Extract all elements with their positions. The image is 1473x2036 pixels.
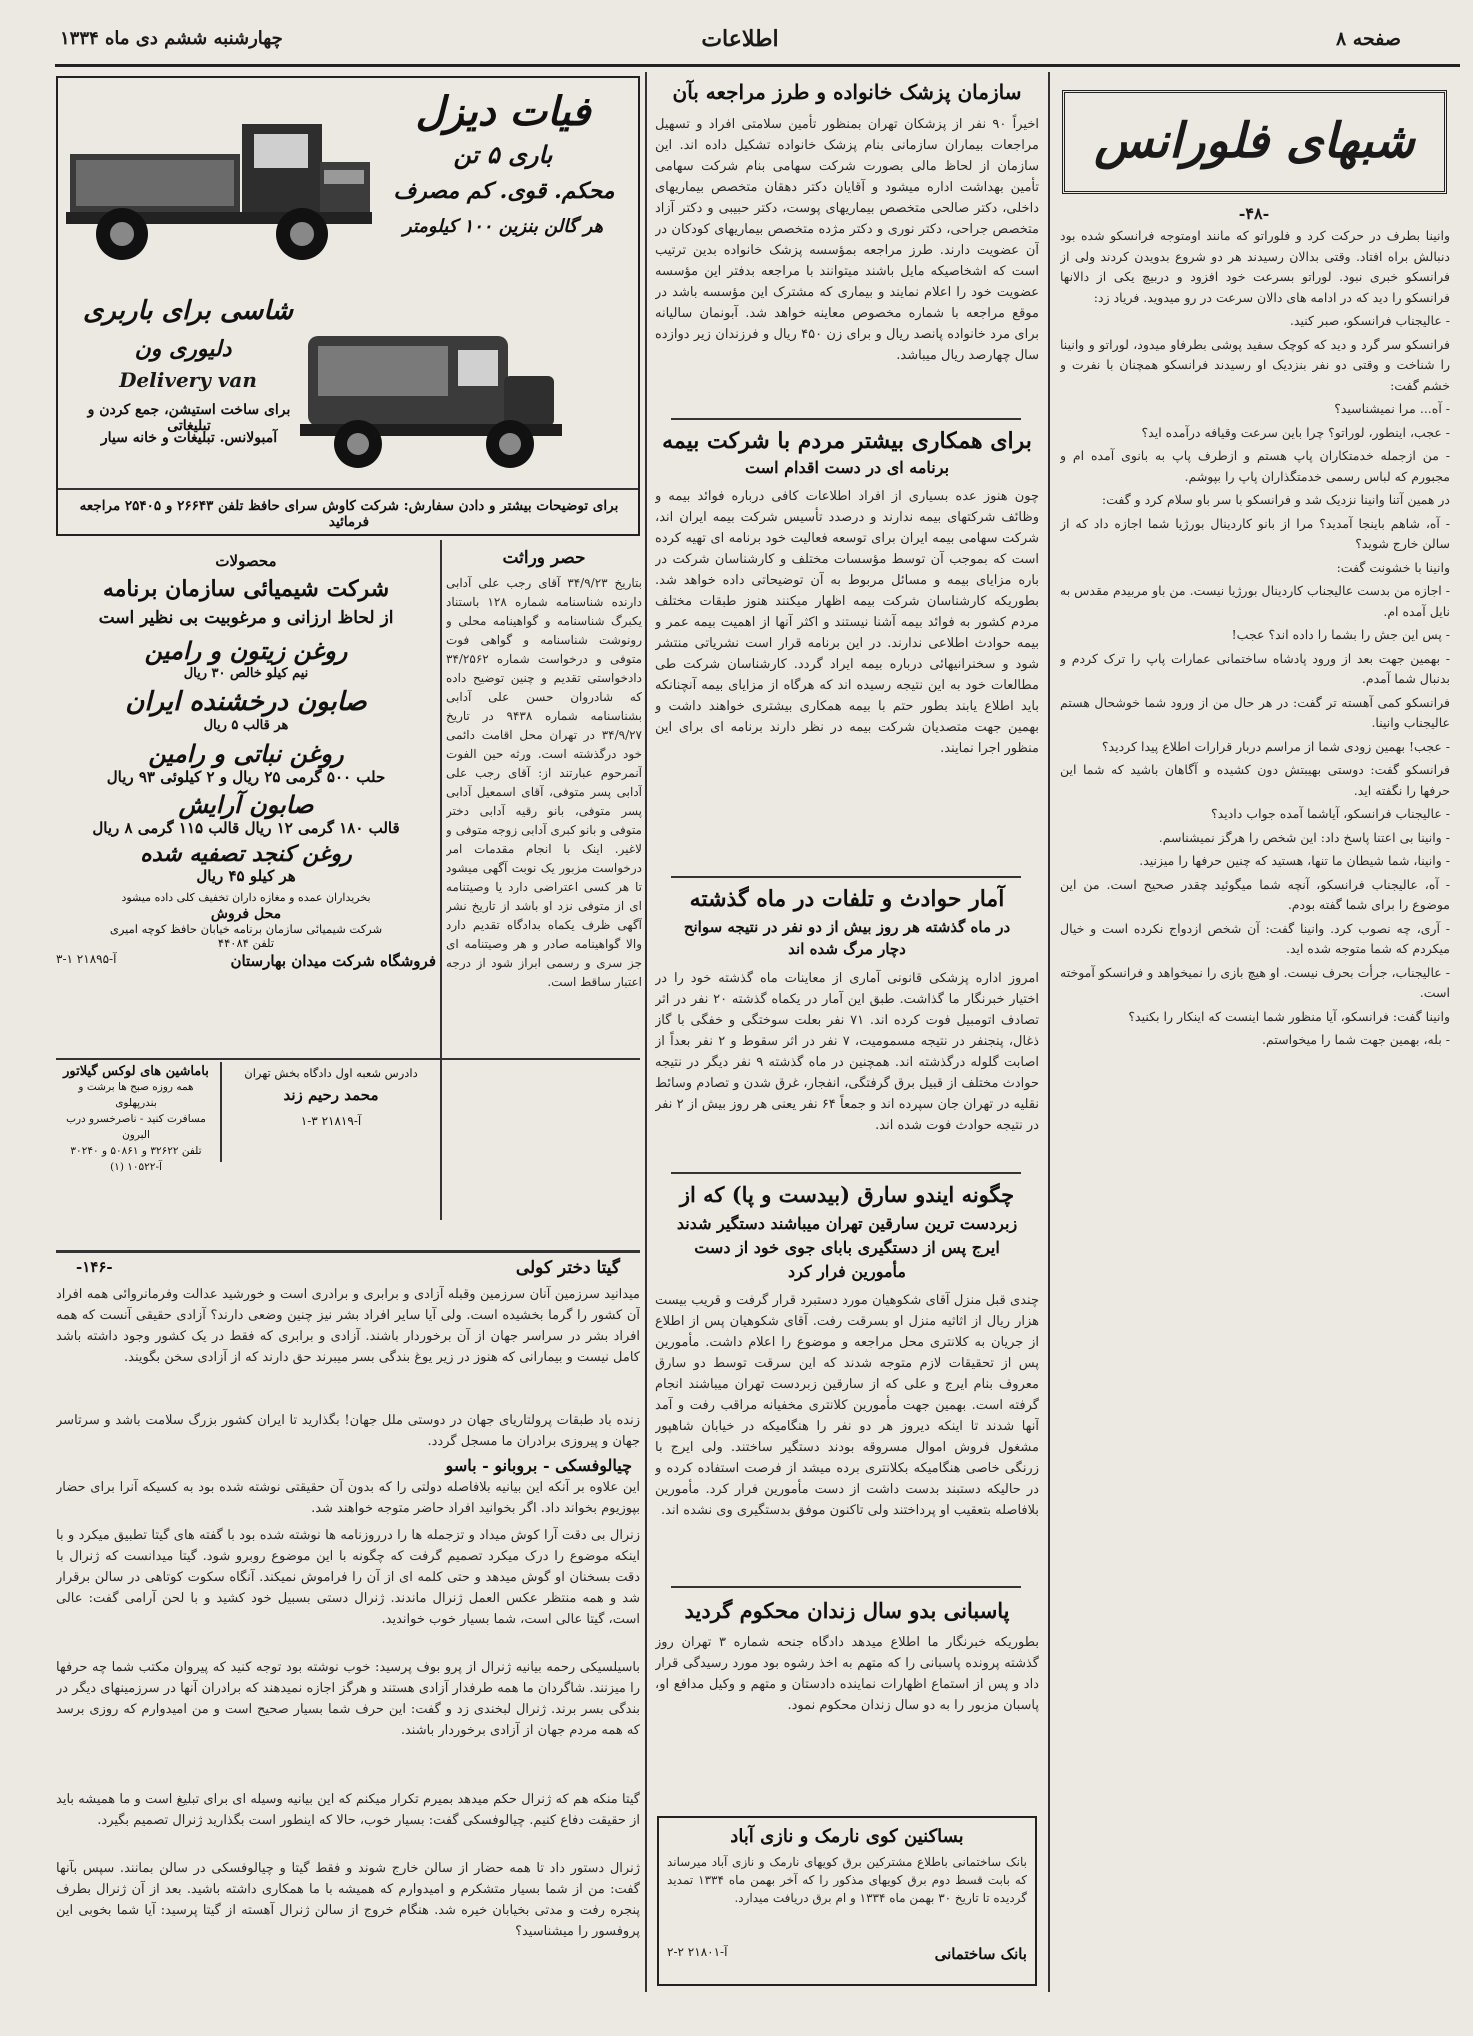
fiat-sites-2: آمبولانس. تبلیغات و خانه سیار [100,430,278,446]
chemical-tagline: از لحاظ ارزانی و مرغوبیت بی نظیر است [98,608,394,628]
thief-subhead-2: ایرج پس از دستگیری بابای جوی خود از دست [694,1238,1000,1257]
inheritance-body: بتاریخ ۳۴/۹/۲۳ آقای رجب علی آدابی دارنده شناسنامه شماره ۱۲۸ باستناد یکبرگ شناسنامه و گواهینامه محلی و رونوشت شناسنامه و گواهی فوت متوفی و درخواست شماره ۳۴/۲۵۶۲ دادخواستی تقدیم و چنین توضیح داده که شادروان حسن علی آدابی بشناسنامه شماره ۹۴۳۸ در تاریخ ۳۴/۹/۲۷ در تهران محل اقامت دائمی خود درگذشته است. ورثه حین الفوت آنمرحوم عبارتند از: آقای رجب علی آدابی پسر متوفی، آقای اسمعیل آدابی پسر متوفی، بانو رقیه آدابی دختر متوفی و بانو کبری آدابی زوجه متوفی و لاغیر. اینک با انجام مقدمات امر درخواست مزبور یک نوبت آگهی میشود تا هر کسی اعتراضی دارد یا وصیتنامه ای از متوفی نزد او باشد از تاریخ نشر آگهی ظرف یکماه بدادگاه تقدیم دارد والا گواهینامه صادر و هر وصیتنامه ای جز سری و رسمی ابراز شود از درجه اعتبار ساقط است. [446,576,642,989]
essay-paragraph-3: این علاوه بر آنکه این بیانیه بلافاصله دولتی را که بدون آن حقیقتی نوشته شده بود به کسیکه آنرا برای حضار بپوزیوم بخواند داد. اگر بخوانید افراد حاضر متوجه خواهند شد. [56,1480,640,1516]
lux-code: آ-۱۰۵۲۲ (۱) [110,1161,162,1173]
divider [671,1172,1021,1174]
inheritance-judge: دادرس شعبه اول دادگاه بخش تهران [244,1066,418,1080]
serial-paragraph: فرانسکو کمی آهسته تر گفت: در هر حال من از ورود شما خوشحال هستم عالیجناب وانینا. [1060,694,1450,730]
masthead-paper-name: اطلاعات [701,26,779,52]
guard-headline: پاسبانی بدو سال زندان محکوم گردید [684,1598,1010,1623]
serial-paragraph: - پس این جش را بشما را داده اند؟ عجب! [1231,627,1450,642]
fiat-load: باری ۵ تن [453,140,553,169]
chemical-sale-address: شرکت شیمیائی سازمان برنامه خیابان حافظ کوچه امیری [109,922,383,936]
chemical-company: شرکت شیمیائی سازمان برنامه [102,576,390,602]
column-rule [645,72,647,1992]
serial-title: شبهای فلورانس [1094,113,1415,169]
serial-paragraph: - عجب! بهمین زودی شما از مراسم دربار قرارات اطلاع پیدا کردید؟ [1101,738,1450,754]
fiat-sites-1: برای ساخت استیشن، جمع کردن و تبلیغاتی [87,402,291,434]
column-rule [440,540,442,1220]
lux-line-3: تلفن ۳۲۶۲۲ و ۵۰۸۶۱ و ۳۰۲۴۰ [70,1145,202,1157]
housing-signature: بانک ساختمانی [934,1945,1027,1963]
fiat-chassis: شاسی برای باربری [82,296,294,326]
serial-paragraph: - آری، چه نصوب کرد. وانینا گفت: آن شخص ازدواج نکرده است و خیال میکردم که شما متوجه شده اید. [1060,920,1450,956]
essay-paragraph-4: زنرال بی دقت آرا کوش میداد و تزجمله ها را درروزنامه ها نوشته شده بود با گفته های گیتا تطبیق میکرد و با اینکه موضوع را درک میکرد تصمیم گرفت که چگونه با این موضوع روبرو شود. گیتا میدانست که ژنرال با دقت بسخنان او گوش میدهد و حتی کلمه ای از آن را فراموش نمیکند. آنگاه سکوت کوتاهی در سالن برقرار شد و همه منتظر عکس العمل ژنرال ماندند. ژنرال دستی بسبیل خود کشید و با لحن آرامی گفت: عالی است، گیتا عالی است، شما بسیار خوب خواندید. [56,1528,640,1627]
divider [671,1586,1021,1588]
housing-headline: بساکنین کوی نارمک و نازی آباد [730,1826,964,1847]
inheritance-code: آ-۲۱۸۱۹ ۳-۱ [300,1114,362,1128]
serial-paragraph: - عالیجناب فرانسکو، آیاشما آمده جواب دادید؟ [1211,806,1450,821]
essay-number: -۱۴۶- [76,1258,113,1276]
accidents-subhead-1: در ماه گذشته هر روز بیش از دو نفر در نتیجه سوانح [683,918,1011,936]
accidents-subhead-2: دچار مرگ شده اند [788,940,906,958]
essay-paragraph-6: گیتا منکه هم که ژنرال حکم میدهد بمیرم تکرار میکنم که این بیانیه وسیله ای برای تبلیغ است و ما همیشه باید از حقیقت دفاع کنیم. چیالوفسکی گفت: بسیار خوب، حالا که اینطور است بگذارید ژنرال تصمیم بگیرد. [56,1792,640,1828]
date-line: چهارشنبه ششم دی ماه ۱۳۳۴ [60,28,283,49]
serial-paragraph: - آه... مرا نمیشناسید؟ [1334,401,1450,416]
divider [671,876,1021,878]
lux-car-ad [56,1064,216,1173]
inheritance-signature [226,1064,436,1164]
thief-subhead-3: مأمورین فرار کرد [788,1262,906,1281]
product-4-detail: قالب ۱۸۰ گرمی ۱۲ ریال قالب ۱۱۵ گرمی ۸ ریال [92,819,400,837]
serial-paragraph: وانینا با خشونت گفت: [1336,559,1450,575]
fiat-contact: برای توضیحات بیشتر و دادن سفارش: شرکت کاوش سرای حافظ تلفن ۲۶۶۴۳ و ۲۵۴۰۵ مراجعه فرمائید [79,498,619,530]
chemical-phone: تلفن ۴۴۰۸۴ [217,936,275,950]
essay-subhead: چیالوفسکی - بروبانو - باسو [445,1456,632,1475]
product-1-detail: نیم کیلو خالص ۳۰ ریال [183,666,309,681]
fiat-delivery-en: Delivery van [119,368,257,392]
housing-notice [657,1816,1037,1986]
serial-section [1054,76,1454,1996]
dump-truck-illustration [62,84,382,274]
product-2-detail: هر قالب ۵ ریال [203,718,289,733]
serial-number: -۴۸- [1238,204,1270,223]
divider [56,1058,640,1060]
thief-subhead-1: زبردست ترین سارقین تهران میباشند دستگیر شدند [676,1214,1018,1233]
product-4-name: صابون آرایش [178,790,314,819]
product-5-name: روغن کنجد تصفیه شده [140,841,352,867]
serial-paragraph: وانینا گفت: فرانسکو، آیا منظور شما اینست که اینکار را بکنید؟ [1128,1008,1450,1024]
lux-line-2: مسافرت کنید - ناصرخسرو درب البرون [66,1113,206,1141]
serial-paragraph: فرانسکو سر گرد و دید که کوچک سفید پوشی بطرفاو میدود، لوراتو و وانینا را شناخت و وقتی دو نفر بنزدیک او رسیدند فرانسکو همچنان با نفرت و خشم گفت: [1060,336,1450,393]
fiat-brand: فیات دیزل [415,88,591,135]
inheritance-judge-name: محمد رحیم زند [283,1086,379,1104]
fiat-slogan-2: هر گالن بنزین ۱۰۰ کیلومتر [402,216,604,237]
header-rule [55,64,1460,67]
insurance-headline: برای همکاری بیشتر مردم با شرکت بیمه [662,428,1032,454]
essay-paragraph-2: زنده باد طبقات پرولتاریای جهان در دوستی ملل جهان! بگذارید تا ایران کشور بزرگ سلامت باشد و سرتاسر جهان و پیروزی برادران ما مسجل گردد. [56,1413,640,1449]
fiat-slogan-1: محکم. قوی. کم مصرف [393,178,615,204]
chemical-code: آ-۲۱۸۹۵ ۱-۳ [56,952,117,966]
product-2-name: صابون درخشنده ایران [125,687,367,717]
serial-paragraph: فرانسکو گفت: دوستی بهیبتش دون کشیده و آگاهان باشید که شما این حرفها را نگفته اید. [1060,762,1450,798]
divider [58,488,638,490]
insurance-subhead: برنامه ای در دست اقدام است [744,458,950,477]
chemical-ad [56,548,436,1048]
essay-paragraph-7: ژنرال دستور داد تا همه حضار از سالن خارج شوند و فقط گیتا و چیالوفسکی در سالن بمانند. سپس بآنها گفت: من از شما بسیار متشکرم و امیدوارم که همیشه با ما همکاری داشته باشید. بعد از آن ژنرال بطرف پنجره رفت و مدتی بخیابان خیره شد. هنگام خروج از سالن ژنرال آهسته از گیتا پرسید: آیا شما بخوبی این پروفسور را میشناسید؟ [56,1861,640,1939]
doctor-headline: سازمان پزشک خانواده و طرز مراجعه بآن [672,80,1022,104]
serial-paragraph: - وانینا، شما شیطان ما تنها، هستید که چنین حرفها را میزنید. [1139,853,1450,868]
chemical-store: فروشگاه شرکت میدان بهارستان [230,952,436,970]
lux-title: باماشین های لوکس گیلاتور [63,1064,209,1079]
serial-paragraph: - آه، عالیجناب فرانسکو، آنچه شما میگوئید چقدر صحیح است. من این موضوع را برای شما گفته بودم. [1060,876,1450,912]
divider [56,1250,640,1253]
fiat-ad [56,76,640,536]
serial-paragraph: وانینا بطرف در حرکت کرد و فلوراتو که مانند اومتوجه فرانسکو شده بود دنبالش براه افتاد. وقتی بدالان رسیدند هر دو شروع بدویدن کردند ولی از فرانسکو خبری نبود. لوراتو بسرعت خود افزود و دربیچ یکی از دالانها فرانسکو را دید که در ادامه های دالان سرعت در رو میدوید. فریاد زد: [1060,228,1450,305]
serial-body [1060,226,1450,1996]
serial-paragraph: - بله، بهمین جهت شما را میخواستم. [1262,1032,1450,1047]
divider [671,418,1021,420]
essay-title: گیتا دختر کولی [515,1258,620,1278]
product-1-name: روغن زیتون و رامین [144,636,348,665]
serial-paragraph: - اجازه من بدست عالیجناب کاردینال بورژیا نیست. من باو مربیدم مقدس به نایل آمده ام. [1060,583,1450,619]
housing-code: آ-۲۱۸۰۱ ۲-۲ [667,1945,728,1959]
housing-body: بانک ساختمانی باطلاع مشترکین برق کویهای نارمک و نازی آباد میرساند که بابت قسط دوم برق کویهای مذکور را که آخر بهمن ماه ۱۳۳۴ تمدید گردیده تا تاریخ ۳۰ بهمن ماه ۱۳۳۴ و ام برق دریافت میدارد. [667,1855,1027,1905]
product-3-detail: حلب ۵۰۰ گرمی ۲۵ ریال و ۲ کیلوئی ۹۳ ریال [106,768,386,786]
chemical-sale-label: محل فروش [210,906,282,922]
accidents-body: امروز اداره پزشکی قانونی آماری از معاینات ماه گذشته خود را در اختیار خبرنگار ما گذاشت. طبق این آمار در یکماه گذشته ۲۰ نفر در اثر تصادف اتومبیل فوت کرده اند. ۷۱ نفر بعلت سوختگی و خفگی با گاز ذغال، پنجنفر در نتیجه مسمومیت، ۷ نفر در اثر سقوط و ۲ نفر بعداً از اصابت گلوله درگذشته اند. همچنین در ماه گذشته ۹ نفر دیگر در نتیجه حوادث مختلف از قبیل برق گرفتگی، انفجار، غرق شدن و تصادم وسائط نقلیه در تهران جان سپرده اند و جمعاً ۶۴ نفر یعنی هر روز بیش از ۲ نفر در نتیجه حوادث فوت شده اند. [655,971,1039,1133]
product-5-detail: هر کیلو ۴۵ ریال [196,867,296,885]
inheritance-title: حصر وراثت [502,548,586,568]
thief-headline: چگونه ایندو سارق (بیدست و پا) که از [679,1182,1015,1207]
serial-paragraph: - آه، شاهم باینجا آمدید؟ مرا از بانو کاردینال بورژیا شما اجازه داد که از سالن خارج شوید؟ [1060,515,1450,551]
essay-paragraph-1: میدانید سرزمین آنان سرزمین وقبله آزادی و برابری و برادری است و خورشید عدالت وفرمانروائی همه افراد آن کشور را گرما بخشیده است. ولی آیا سایر افراد بشر نیز چنین وضعی دارند؟ آزادی حقیقی آنست که همه افراد بشر در سراسر جهان از آن برخوردار باشند. آزادی و برابری که فقط در یک کشور وجود داشته باشد کامل نیست و بیمارانی که هنوز در زیر یوغ بندگی بسر میبرند حق دارند که از آزادی سخن بگویند. [56,1287,640,1365]
essay-section [56,1256,640,1996]
middle-column [651,76,1043,1996]
accidents-headline: آمار حوادث و تلفات در ماه گذشته [689,886,1005,912]
serial-paragraph: در همین آتنا وانینا نزدیک شد و فرانسکو با سر باو سلام کرد و گفت: [1101,492,1450,507]
doctor-body: اخیراً ۹۰ نفر از پزشکان تهران بمنظور تأمین سلامتی افراد و تسهیل مراجعات بیماران سازمانی بنام پزشک خانواده تشکیل داده اند. این سازمان از لحاظ مالی بصورت شرکت سهامی بنام شرکت سهامی تأمین بهداشت اداره میشود و آقایان دکتر دهقان متخصص بیماریهای داخلی، دکتر صالحی متخصص بیماریهای پوست، دکتر حبیبی و دکتر آزاد متخصص جراحی، دکتر نوری و دکتر مژده متخصص بیماریهای کودکان در آن عضویت دارند. طرز مراجعه بمؤسسه پزشک خانواده بدین ترتیب است که اشخاصیکه مایل باشند میتوانند با مراجعه بدفتر این مؤسسه عضویت خود را اعلام نمایند و بیماری که مشترک این مؤسسه باشد در موقع مراجعه با شماره مخصوص معاینه خواهد شد. آبونمان سالیانه برای مرد خانواده پانصد ریال و برای زن ۴۵۰ ریال و فرزندان زیر دوازده سال چهارصد ریال میباشد. [655,117,1039,363]
insurance-body: چون هنوز عده بسیاری از افراد اطلاعات کافی درباره فوائد بیمه و وظائف شرکتهای بیمه ندارند و درصدد تأسیس شرکت بیمه ایران اند، شرکت سهامی بیمه ایران برای توسعه فعالیت خود برنامه ای تهیه کرده است که بموجب آن توسط مؤسسات مختلف و کارشناسان شرکت در باره مزایای بیمه و مسائل مربوط به آن توضیحاتی داده خواهد شد. بطوریکه کارشناسان شرکت بیمه اظهار میکنند هنوز طبقات مختلف مردم کشور به فوائد بیمه آشنا نیستند و اکثر آنها از اهمیت بیمه عمر و بیمه حوادث اطلاعی ندارند. در این برنامه قرار است نشریاتی منتشر شود و سخنرانیهائی درباره بیمه ایراد گردد. کارشناسان شرکت طی مطالعات خود به این نتیجه رسیده اند که هرگاه از مزایای بیمه آنچنانکه باید اطلاع یابند بطور حتم با بیمه همکاری بیشتری خواهند داشت و بهمین جهت متصدیان شرکت بیمه در نظر دارند برنامه ای برای این منظور اجرا نمایند. [655,489,1039,756]
chemical-header: محصولات [215,552,277,570]
inheritance-notice [446,548,642,1258]
serial-paragraph: - من ازجمله خدمتکاران پاپ هستم و ازطرف پاپ به بانوی آمده ام و مجبورم که لباس رسمی خدمتگذاران پاپ را بپوشم. [1060,448,1450,484]
serial-paragraph: - عالیجناب، جرأت بحرف نیست. او هیچ بازی را نمیخواهد و فرانسکو آموخته است. [1060,964,1450,1000]
delivery-van-illustration [278,306,578,486]
serial-paragraph: - عالیجناب فرانسکو، صبر کنید. [1289,313,1450,328]
page-label: صفحه ۸ [1335,28,1401,50]
chemical-note: بخریداران عمده و مغازه داران تخفیف کلی داده میشود [121,891,371,904]
guard-body: بطوریکه خبرنگار ما اطلاع میدهد دادگاه جنحه شماره ۳ تهران روز گذشته پرونده پاسبانی را که متهم به اخذ رشوه بود مورد رسیدگی قرار داد و پس از استماع اظهارات نماینده دادستان و متهم و وکیل مدافع او، پاسبان مزبور را به دو سال زندان محکوم نمود. [655,1635,1039,1713]
thief-body: چندی قبل منزل آقای شکوهیان مورد دستبرد قرار گرفت و قریب بیست هزار ریال از اثاثیه منزل او بسرقت رفت. آقای شکوهیان پس از اطلاع از جریان به کلانتری محل مراجعه و موضوع را اعلام داشت. مأمورین پس از تحقیقات لازم متوجه شدند که این سرقت توسط دو سارق معروف بنام ایرج و علی که از سارقین زبردست تهران میباشند انجام گرفته است. بهمین جهت مأمورین کلانتری مخفیانه مراقب رفت و آمد آنها شدند تا اینکه دیروز هر دو نفر را هنگامیکه در خیابان شاهپور مشغول فروش اموال مسروقه بودند دستگیر ساختند. ولی ایرج با زرنگی خاصی هنگامیکه بکلانتری برده میشد از فرصت استفاده کرده و در حالیکه دستبند بدست داشت از دست مأمورین فرار کرد. مأمورین بلافاصله بتعقیب او پرداختند ولی تاکنون موفق بدستگیری وی نشده اند. [655,1293,1039,1518]
serial-paragraph: - وانینا بی اعتنا پاسخ داد: این شخص را هرگز نمیشناسم. [1158,829,1450,845]
lux-line-1: همه روزه صبح ها برشت و بندرپهلوی [78,1081,194,1109]
column-rule [220,1062,222,1162]
essay-paragraph-5: باسیلسیکی رحمه بیانیه ژنرال از پرو بوف پرسید: خوب نوشته بود توجه کنید که پیروان مکتب شما چه حرفها را میزنند. شاگردان ما همه طرفدار آزادی هستند و هرگز اجازه نمیدهند که برادران آنها در سرزمینهای دیگر در بندگی بسر برند. ژنرال لبخندی زد و گفت: این حرف شما بسیار صحیح است و من امیدوارم که روزی برسد که همه مردم جهان از آزادی برخوردار باشند. [56,1660,640,1738]
product-3-name: روغن نباتی و رامین [148,739,344,768]
column-rule [1048,72,1050,1992]
fiat-delivery-fa: دلیوری ون [134,336,232,362]
serial-title-box [1062,90,1447,194]
serial-paragraph: - عجب، اینطور، لوراتو؟ چرا باین سرعت وقیافه درآمده اید؟ [1141,424,1450,440]
serial-paragraph: - بهمین جهت بعد از ورود پادشاه ساختمانی عمارات پاپ را ترک کردم و بدنبال شما آمدم. [1060,650,1450,686]
